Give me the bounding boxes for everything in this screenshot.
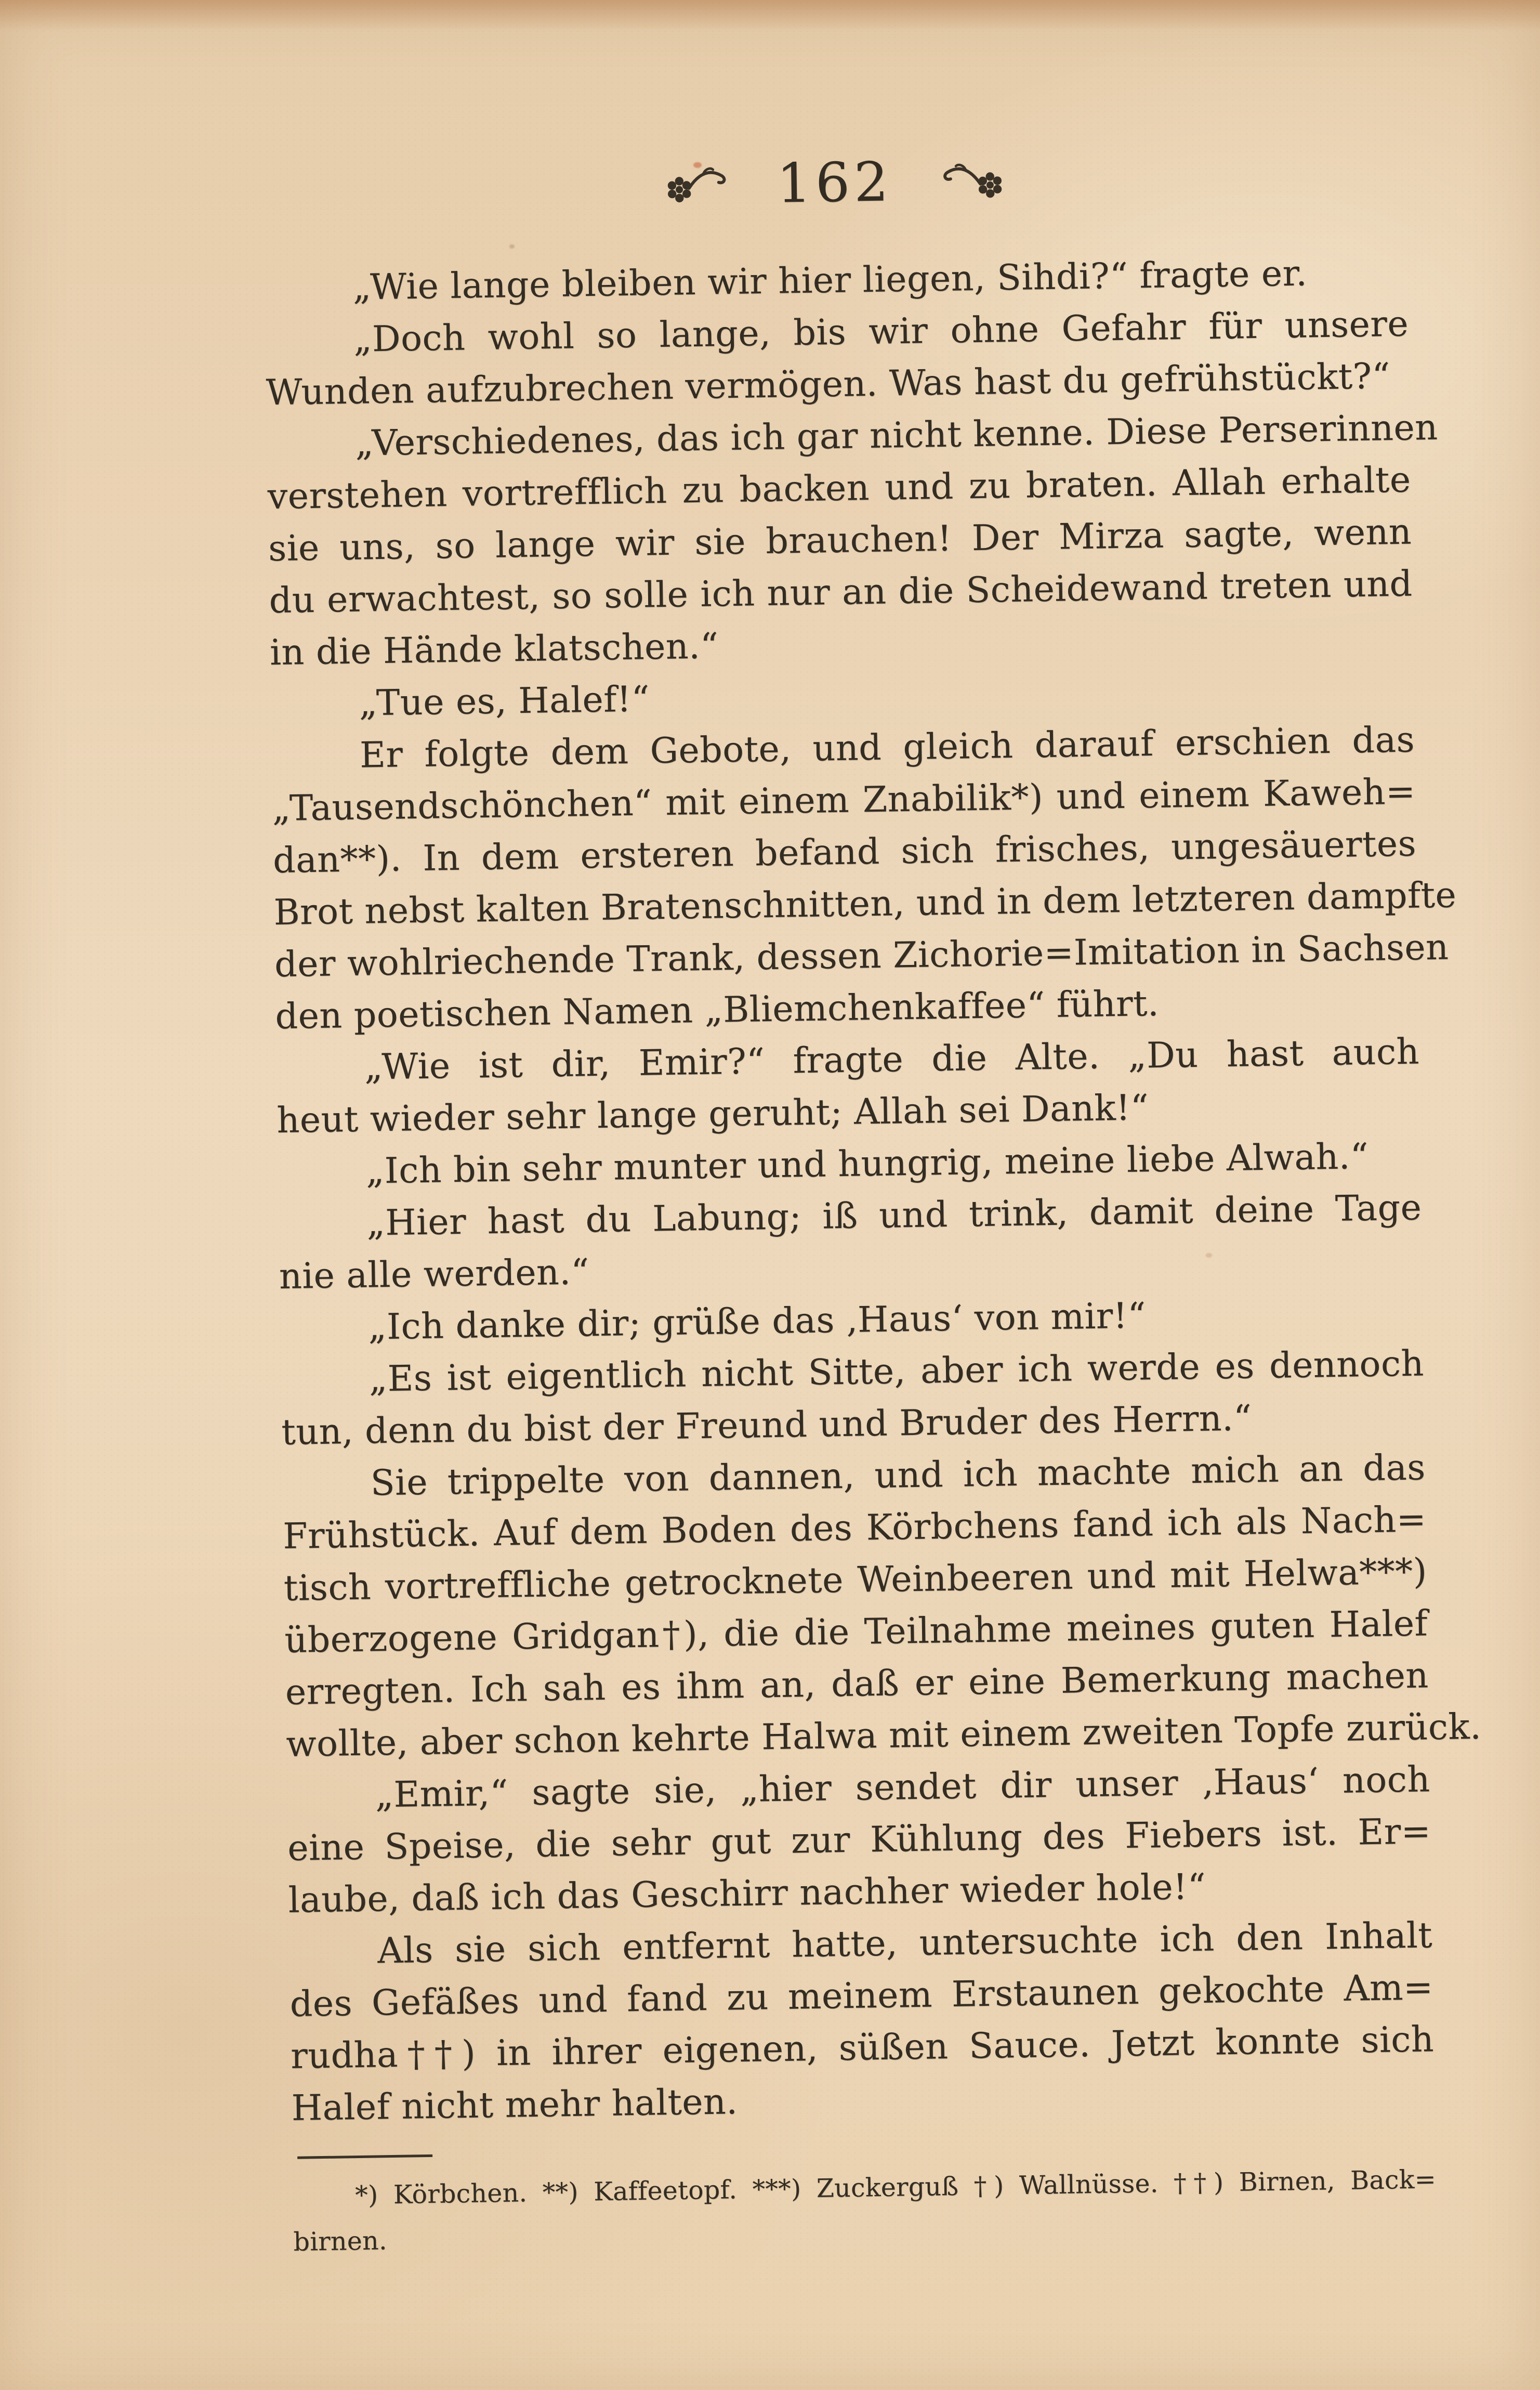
footnote-divider bbox=[297, 2154, 432, 2159]
text-line: „Es ist eigentlich nicht Sitte, aber ich werde es dennoch bbox=[368, 1343, 1425, 1400]
page-content bbox=[262, 142, 1482, 2265]
page-header bbox=[262, 142, 1407, 238]
text-line: verstehen vortrefflich zu backen und zu braten. Allah erhalte bbox=[267, 459, 1412, 518]
text-line: nie alle werden.“ bbox=[279, 1251, 590, 1298]
text-line: „Hier hast du Labung; iß und trink, damit deine Tage bbox=[366, 1187, 1422, 1244]
text-line: in die Hände klatschen.“ bbox=[269, 625, 719, 674]
text-line: „Tue es, Halef!“ bbox=[359, 678, 650, 724]
text-line: Er folgte dem Gebote, und gleich darauf erschien das bbox=[359, 719, 1415, 776]
text-line: Wunden aufzubrechen vermögen. Was hast du gefrühstückt?“ bbox=[266, 356, 1391, 414]
text-line: heut wieder sehr lange geruht; Allah sei Dank!“ bbox=[276, 1087, 1149, 1142]
text-line: den poetischen Namen „Bliemchenkaffee“ führt. bbox=[275, 983, 1160, 1038]
text-line: sie uns, so lange wir sie brauchen! Der Mirza sagte, wenn bbox=[268, 511, 1412, 570]
footnote-line: *) Körbchen. **) Kaffeetopf. ***) Zuckerguß †) Wallnüsse. ††) Birnen, Back= bbox=[354, 2164, 1437, 2211]
text-line: des Gefäßes und fand zu meinem Erstaunen gekochte Am= bbox=[289, 1967, 1434, 2025]
floral-sprig-icon bbox=[936, 155, 1009, 206]
text-line: Halef nicht mehr halten. bbox=[291, 2081, 738, 2129]
text-line: laube, daß ich das Geschirr nachher wieder hole!“ bbox=[288, 1866, 1206, 1921]
text-line: „Ich bin sehr munter und hungrig, meine liebe Alwah.“ bbox=[365, 1135, 1369, 1192]
text-line: rudha††) in ihrer eigenen, süßen Sauce. Jetzt konnte sich bbox=[290, 2019, 1434, 2077]
text-line: „Emir,“ sagte sie, „hier sendet dir unser ‚Haus‘ noch bbox=[375, 1759, 1431, 1816]
text-line: Als sie sich entfernt hatte, untersuchte ich den Inhalt bbox=[377, 1915, 1433, 1972]
text-line: Sie trippelte von dannen, und ich machte mich an das bbox=[370, 1447, 1426, 1504]
text-line: eine Speise, die sehr gut zur Kühlung des Fiebers ist. Er= bbox=[287, 1811, 1431, 1869]
text-line: tisch vortreffliche getrocknete Weinbeeren und mit Helwa***) bbox=[283, 1551, 1428, 1610]
body-text bbox=[264, 246, 1482, 2135]
text-line: überzogene Gridgan†), die die Teilnahme meines guten Halef bbox=[284, 1603, 1428, 1662]
text-line: du erwachtest, so solle ich nur an die Scheidewand treten und bbox=[269, 563, 1413, 622]
text-line: tun, denn du bist der Freund und Bruder des Herrn.“ bbox=[281, 1398, 1252, 1454]
text-line: Brot nebst kalten Bratenschnitten, und in dem letzteren dampfte bbox=[273, 874, 1457, 934]
text-line: erregten. Ich sah es ihm an, daß er eine Bemerkung machen bbox=[285, 1655, 1429, 1713]
text-line: der wohlriechende Trank, dessen Zichorie=Imitation in Sachsen bbox=[274, 926, 1449, 986]
footnote-line: birnen. bbox=[293, 2226, 388, 2257]
text-line: wollte, aber schon kehrte Halwa mit einem zweiten Topfe zurück. bbox=[285, 1706, 1482, 1765]
text-line: „Wie lange bleiben wir hier liegen, Sihdi?“ fragte er. bbox=[352, 253, 1308, 308]
floral-sprig-icon bbox=[661, 159, 734, 210]
footnotes bbox=[293, 2157, 1437, 2265]
text-line: „Doch wohl so lange, bis wir ohne Gefahr für unsere bbox=[353, 303, 1409, 360]
text-line: dan**). In dem ersteren befand sich frisches, ungesäuertes bbox=[272, 823, 1417, 882]
text-line: „Wie ist dir, Emir?“ fragte die Alte. „Du hast auch bbox=[364, 1031, 1420, 1088]
text-line: Frühstück. Auf dem Boden des Körbchens fand ich als Nach= bbox=[282, 1499, 1427, 1558]
page-number: 162 bbox=[776, 150, 893, 215]
text-line: „Verschiedenes, das ich gar nicht kenne. Diese Perserinnen bbox=[354, 407, 1439, 464]
text-line: „Tausendschönchen“ mit einem Znabilik*) und einem Kaweh= bbox=[272, 771, 1416, 830]
text-line: „Ich danke dir; grüße das ‚Haus‘ von mir!“ bbox=[367, 1295, 1147, 1348]
